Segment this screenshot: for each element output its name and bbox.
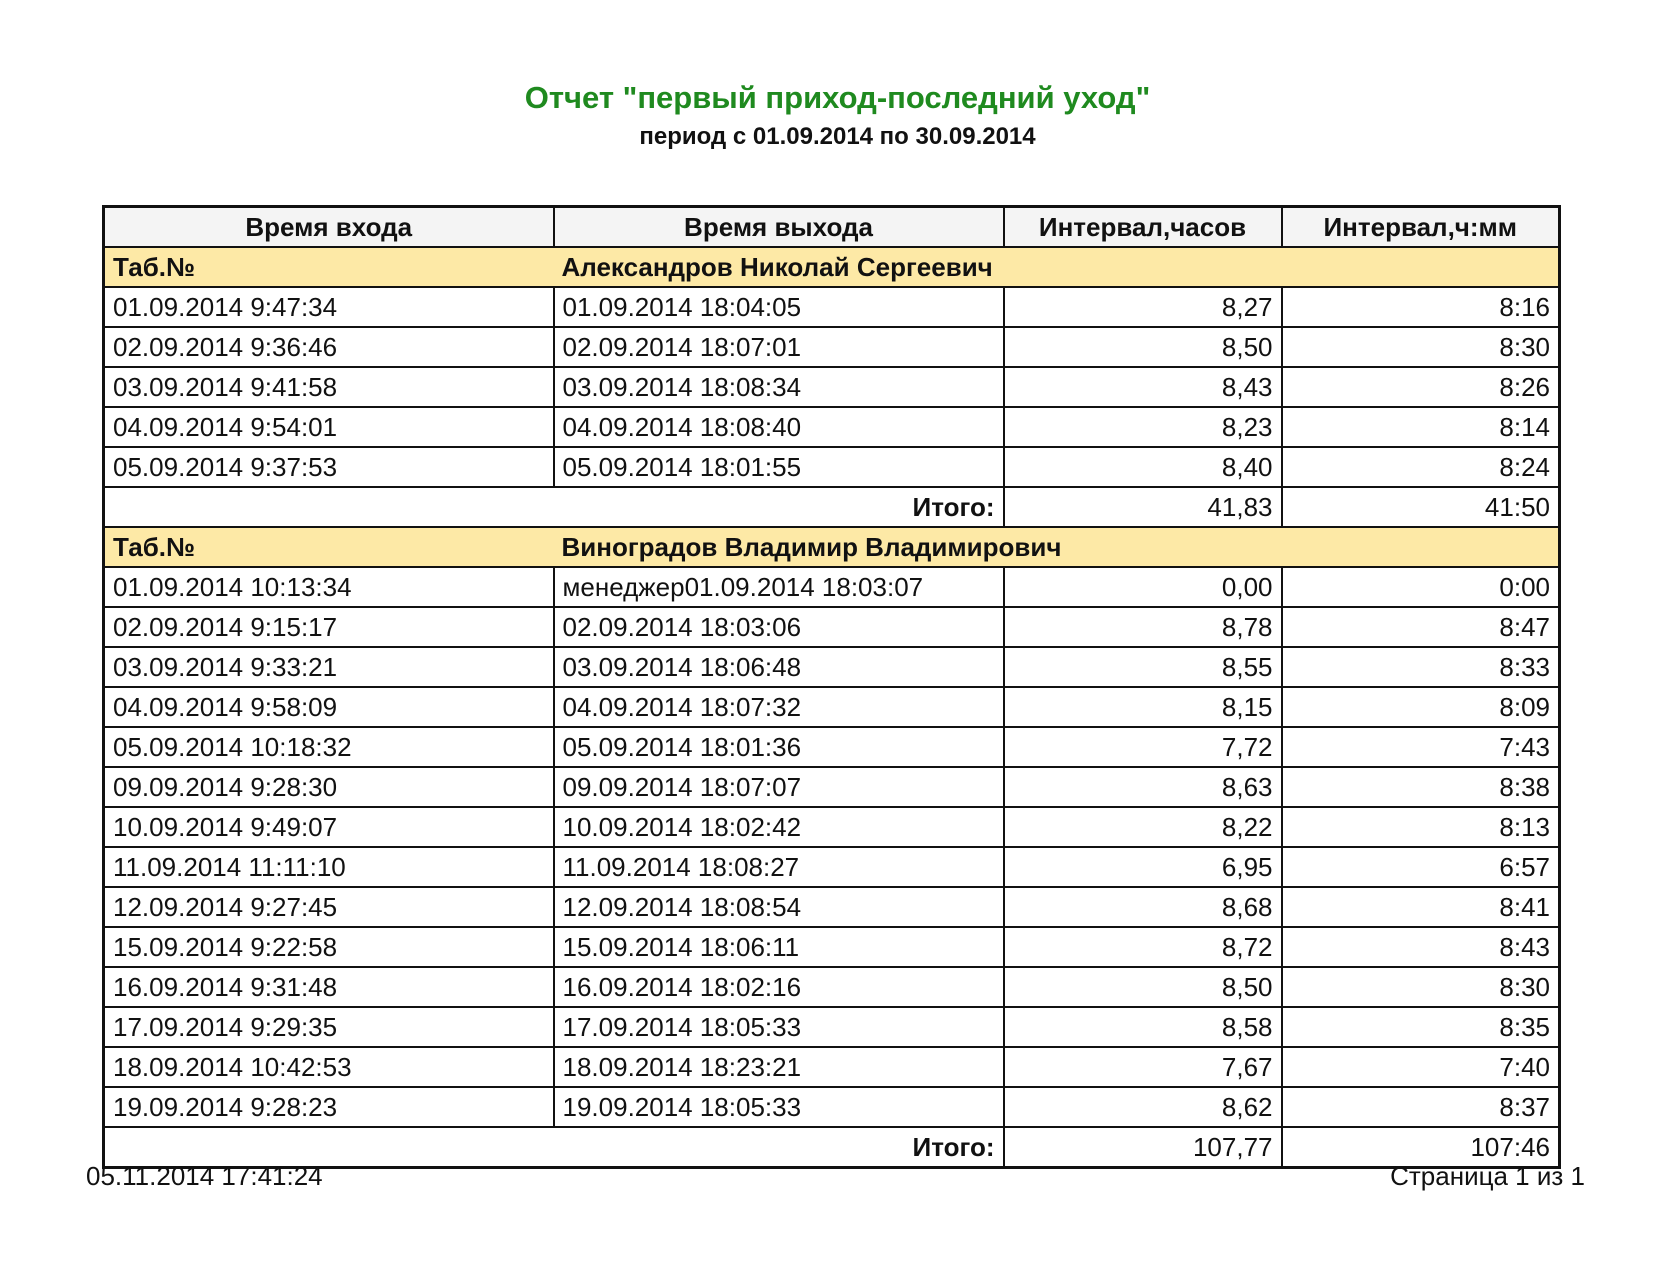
total-hm: 107:46 <box>1282 1127 1560 1168</box>
interval-hm-cell: 8:43 <box>1282 927 1560 967</box>
interval-hm-cell: 8:30 <box>1282 327 1560 367</box>
entry-time-cell: 18.09.2014 10:42:53 <box>104 1047 554 1087</box>
total-hours: 107,77 <box>1004 1127 1282 1168</box>
exit-time-cell: 15.09.2014 18:06:11 <box>554 927 1004 967</box>
exit-time-cell: 17.09.2014 18:05:33 <box>554 1007 1004 1047</box>
table-row <box>104 927 1560 967</box>
interval-hours-cell: 8,68 <box>1004 887 1282 927</box>
interval-hm-cell: 8:26 <box>1282 367 1560 407</box>
exit-time-cell: 04.09.2014 18:08:40 <box>554 407 1004 447</box>
entry-time-cell: 04.09.2014 9:58:09 <box>104 687 554 727</box>
interval-hm-cell: 8:47 <box>1282 607 1560 647</box>
table-row <box>104 1047 1560 1087</box>
exit-time-cell: менеджер01.09.2014 18:03:07 <box>554 567 1004 607</box>
interval-hours-cell: 8,23 <box>1004 407 1282 447</box>
table-row <box>104 727 1560 767</box>
exit-time-cell: 11.09.2014 18:08:27 <box>554 847 1004 887</box>
entry-time-cell: 05.09.2014 9:37:53 <box>104 447 554 487</box>
total-row <box>104 487 1560 527</box>
interval-hours-cell: 8,40 <box>1004 447 1282 487</box>
table-body <box>104 247 1560 1168</box>
exit-time-cell: 05.09.2014 18:01:36 <box>554 727 1004 767</box>
entry-time-cell: 09.09.2014 9:28:30 <box>104 767 554 807</box>
table-row <box>104 367 1560 407</box>
entry-time-cell: 03.09.2014 9:33:21 <box>104 647 554 687</box>
exit-time-cell: 02.09.2014 18:03:06 <box>554 607 1004 647</box>
interval-hours-cell: 8,55 <box>1004 647 1282 687</box>
attendance-table <box>102 205 1561 1169</box>
total-hm: 41:50 <box>1282 487 1560 527</box>
exit-time-cell: 02.09.2014 18:07:01 <box>554 327 1004 367</box>
interval-hm-cell: 8:37 <box>1282 1087 1560 1127</box>
interval-hours-cell: 6,95 <box>1004 847 1282 887</box>
column-header-interval-hours: Интервал,часов <box>1004 207 1282 248</box>
table-row <box>104 1007 1560 1047</box>
table-row <box>104 407 1560 447</box>
entry-time-cell: 10.09.2014 9:49:07 <box>104 807 554 847</box>
exit-time-cell: 19.09.2014 18:05:33 <box>554 1087 1004 1127</box>
table-row <box>104 887 1560 927</box>
entry-time-cell: 15.09.2014 9:22:58 <box>104 927 554 967</box>
tab-number-label: Таб.№ <box>104 247 554 287</box>
interval-hm-cell: 8:14 <box>1282 407 1560 447</box>
entry-time-cell: 03.09.2014 9:41:58 <box>104 367 554 407</box>
exit-time-cell: 04.09.2014 18:07:32 <box>554 687 1004 727</box>
employee-name: Александров Николай Сергеевич <box>554 247 1560 287</box>
entry-time-cell: 16.09.2014 9:31:48 <box>104 967 554 1007</box>
header-row <box>104 207 1560 248</box>
entry-time-cell: 12.09.2014 9:27:45 <box>104 887 554 927</box>
column-header-interval-hm: Интервал,ч:мм <box>1282 207 1560 248</box>
column-header-entry-time: Время входа <box>104 207 554 248</box>
exit-time-cell: 03.09.2014 18:08:34 <box>554 367 1004 407</box>
interval-hm-cell: 8:41 <box>1282 887 1560 927</box>
interval-hm-cell: 6:57 <box>1282 847 1560 887</box>
interval-hours-cell: 8,15 <box>1004 687 1282 727</box>
exit-time-cell: 03.09.2014 18:06:48 <box>554 647 1004 687</box>
interval-hm-cell: 7:40 <box>1282 1047 1560 1087</box>
exit-time-cell: 18.09.2014 18:23:21 <box>554 1047 1004 1087</box>
exit-time-cell: 05.09.2014 18:01:55 <box>554 447 1004 487</box>
exit-time-cell: 01.09.2014 18:04:05 <box>554 287 1004 327</box>
report-period: период с 01.09.2014 по 30.09.2014 <box>639 123 1036 150</box>
interval-hm-cell: 7:43 <box>1282 727 1560 767</box>
interval-hm-cell: 8:13 <box>1282 807 1560 847</box>
interval-hm-cell: 8:38 <box>1282 767 1560 807</box>
employee-group-row <box>104 247 1560 287</box>
entry-time-cell: 01.09.2014 10:13:34 <box>104 567 554 607</box>
entry-time-cell: 05.09.2014 10:18:32 <box>104 727 554 767</box>
interval-hm-cell: 8:24 <box>1282 447 1560 487</box>
table-row <box>104 567 1560 607</box>
table-row <box>104 647 1560 687</box>
entry-time-cell: 04.09.2014 9:54:01 <box>104 407 554 447</box>
interval-hm-cell: 8:09 <box>1282 687 1560 727</box>
table-header <box>104 207 1560 248</box>
interval-hours-cell: 8,43 <box>1004 367 1282 407</box>
interval-hours-cell: 0,00 <box>1004 567 1282 607</box>
total-hours: 41,83 <box>1004 487 1282 527</box>
entry-time-cell: 01.09.2014 9:47:34 <box>104 287 554 327</box>
employee-name: Виноградов Владимир Владимирович <box>554 527 1560 567</box>
entry-time-cell: 02.09.2014 9:36:46 <box>104 327 554 367</box>
table-row <box>104 327 1560 367</box>
total-label: Итого: <box>104 487 1004 527</box>
table-row <box>104 807 1560 847</box>
interval-hours-cell: 8,27 <box>1004 287 1282 327</box>
table-row <box>104 687 1560 727</box>
interval-hm-cell: 0:00 <box>1282 567 1560 607</box>
interval-hours-cell: 8,50 <box>1004 327 1282 367</box>
table-row <box>104 1087 1560 1127</box>
page-number: Страница 1 из 1 <box>1390 1161 1585 1191</box>
interval-hm-cell: 8:30 <box>1282 967 1560 1007</box>
exit-time-cell: 09.09.2014 18:07:07 <box>554 767 1004 807</box>
table-row <box>104 287 1560 327</box>
interval-hours-cell: 8,62 <box>1004 1087 1282 1127</box>
exit-time-cell: 10.09.2014 18:02:42 <box>554 807 1004 847</box>
interval-hours-cell: 8,50 <box>1004 967 1282 1007</box>
entry-time-cell: 19.09.2014 9:28:23 <box>104 1087 554 1127</box>
interval-hours-cell: 8,58 <box>1004 1007 1282 1047</box>
exit-time-cell: 12.09.2014 18:08:54 <box>554 887 1004 927</box>
employee-group-row <box>104 527 1560 567</box>
entry-time-cell: 02.09.2014 9:15:17 <box>104 607 554 647</box>
print-timestamp: 05.11.2014 17:41:24 <box>86 1161 323 1191</box>
interval-hm-cell: 8:35 <box>1282 1007 1560 1047</box>
interval-hours-cell: 8,63 <box>1004 767 1282 807</box>
entry-time-cell: 11.09.2014 11:11:10 <box>104 847 554 887</box>
interval-hm-cell: 8:16 <box>1282 287 1560 327</box>
interval-hm-cell: 8:33 <box>1282 647 1560 687</box>
table-row <box>104 767 1560 807</box>
entry-time-cell: 17.09.2014 9:29:35 <box>104 1007 554 1047</box>
table-row <box>104 447 1560 487</box>
total-label: Итого: <box>104 1127 1004 1168</box>
report-title: Отчет "первый приход-последний уход" <box>524 80 1151 115</box>
interval-hours-cell: 8,22 <box>1004 807 1282 847</box>
table-row <box>104 607 1560 647</box>
interval-hours-cell: 7,67 <box>1004 1047 1282 1087</box>
column-header-exit-time: Время выхода <box>554 207 1004 248</box>
interval-hours-cell: 7,72 <box>1004 727 1282 767</box>
table-row <box>104 967 1560 1007</box>
report-header <box>0 78 1655 154</box>
interval-hours-cell: 8,78 <box>1004 607 1282 647</box>
table-row <box>104 847 1560 887</box>
tab-number-label: Таб.№ <box>104 527 554 567</box>
exit-time-cell: 16.09.2014 18:02:16 <box>554 967 1004 1007</box>
interval-hours-cell: 8,72 <box>1004 927 1282 967</box>
